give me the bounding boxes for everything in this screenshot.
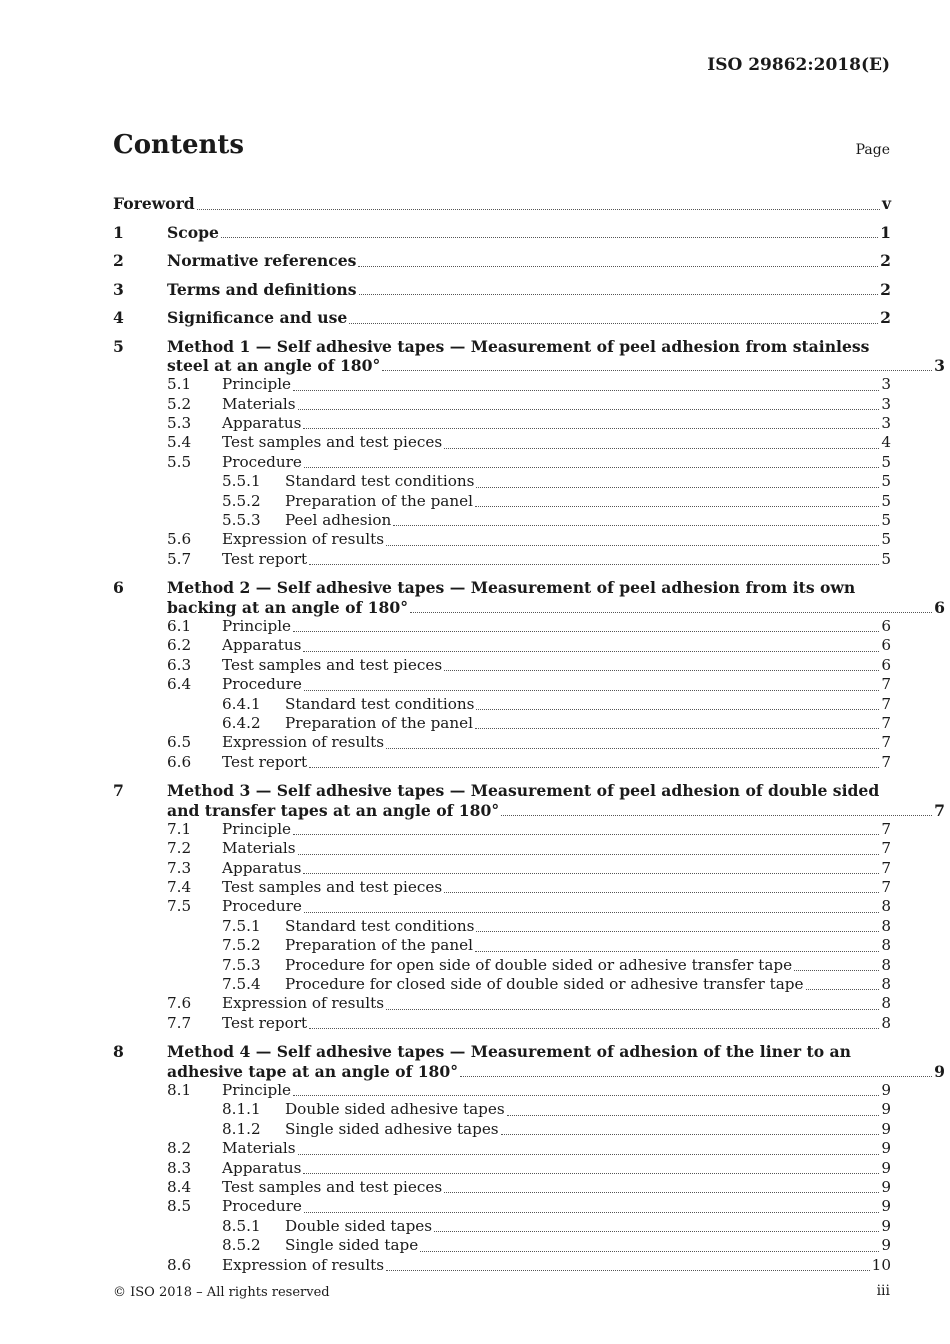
dot-leader bbox=[293, 630, 879, 632]
toc-entry-title: Procedure for open side of double sided or adhesive transfer tape bbox=[285, 955, 793, 974]
dot-leader bbox=[303, 1172, 879, 1174]
toc-entry[interactable] bbox=[113, 956, 891, 975]
toc-entry-title: Double sided adhesive tapes bbox=[285, 1100, 505, 1119]
toc-entry-number: 7.5.4 bbox=[222, 975, 261, 994]
dot-leader bbox=[794, 969, 879, 971]
toc-entry-number: 7.3 bbox=[167, 858, 192, 877]
toc-entry[interactable] bbox=[113, 917, 891, 936]
toc-entry-number: 8.1.2 bbox=[222, 1119, 261, 1138]
toc-entry[interactable] bbox=[113, 492, 891, 511]
dot-leader bbox=[501, 1133, 880, 1135]
toc-entry-page: 2 bbox=[880, 279, 891, 299]
dot-leader bbox=[359, 293, 879, 295]
toc-entry[interactable] bbox=[113, 550, 891, 569]
toc-entry[interactable] bbox=[113, 433, 891, 452]
toc-entry-number: 7 bbox=[113, 781, 124, 801]
toc-entry-title: Standard test conditions bbox=[285, 916, 475, 935]
dot-leader bbox=[434, 1230, 879, 1232]
toc-entry-page: 9 bbox=[881, 1100, 891, 1119]
toc-entry-page: 6 bbox=[881, 636, 891, 655]
toc-entry[interactable] bbox=[113, 336, 945, 376]
toc-entry-number: 2 bbox=[113, 251, 124, 271]
toc-entry-number: 5.5.1 bbox=[222, 472, 261, 491]
dot-leader bbox=[475, 950, 879, 952]
toc-entry-page: 9 bbox=[881, 1139, 891, 1158]
toc-entry[interactable] bbox=[113, 897, 891, 916]
toc-entry-page: 9 bbox=[881, 1158, 891, 1177]
toc-entry[interactable] bbox=[113, 1100, 891, 1119]
toc-entry-page: 7 bbox=[881, 733, 891, 752]
toc-entry[interactable] bbox=[113, 530, 891, 549]
toc-entry-page: 9 bbox=[881, 1197, 891, 1216]
dot-leader bbox=[444, 669, 879, 671]
toc-entry[interactable] bbox=[113, 714, 891, 733]
toc-entry-number: 6.4 bbox=[167, 675, 192, 694]
toc-entry-title: Procedure bbox=[222, 452, 302, 471]
toc-entry-page: 2 bbox=[880, 308, 891, 328]
dot-leader bbox=[304, 466, 879, 468]
toc-entry-title: Foreword bbox=[113, 194, 195, 214]
toc-entry-page: 6 bbox=[881, 616, 891, 635]
toc-entry-title: Terms and definitions bbox=[167, 279, 357, 299]
dot-leader bbox=[304, 1211, 879, 1213]
toc-entry-title: Test report bbox=[222, 752, 308, 771]
dot-leader bbox=[476, 708, 879, 710]
toc-entry-number: 6.1 bbox=[167, 617, 192, 635]
toc-entry-number: 7.1 bbox=[167, 819, 192, 838]
dot-leader bbox=[293, 1094, 879, 1096]
toc-entry-number: 5.5.2 bbox=[222, 491, 261, 510]
toc-entry[interactable] bbox=[113, 1256, 891, 1275]
toc-entry-page: v bbox=[881, 194, 891, 214]
dot-leader bbox=[444, 447, 879, 449]
dot-leader bbox=[303, 650, 879, 652]
toc-entry-page: 3 bbox=[881, 375, 891, 394]
toc-entry[interactable] bbox=[113, 1159, 891, 1178]
toc-entry-title: Scope bbox=[167, 222, 219, 242]
toc-entry-page: 6 bbox=[881, 655, 891, 674]
toc-entry-title: Procedure bbox=[222, 897, 302, 916]
toc-entry-number: 7.5 bbox=[167, 897, 192, 916]
toc-entry-title: Single sided adhesive tapes bbox=[285, 1119, 499, 1138]
toc-entry-title: Materials bbox=[222, 839, 296, 858]
dot-leader bbox=[386, 1269, 870, 1271]
toc-entry-title: Apparatus bbox=[222, 1158, 302, 1177]
toc-entry[interactable] bbox=[113, 185, 891, 214]
toc-entry-page: 3 bbox=[881, 394, 891, 413]
toc-entry-page: 1 bbox=[880, 222, 891, 242]
toc-entry-page: 5 bbox=[881, 530, 891, 549]
toc-entry-title: Principle bbox=[222, 819, 292, 838]
toc-entry-title: backing at an angle of 180° bbox=[167, 597, 409, 617]
toc-entry[interactable] bbox=[113, 511, 891, 530]
toc-entry-title: Materials bbox=[222, 1139, 296, 1158]
toc-entry-title: Test report bbox=[222, 1013, 308, 1032]
toc-entry-number: 7.4 bbox=[167, 878, 192, 897]
toc-entry-title: Apparatus bbox=[222, 636, 302, 655]
toc-entry[interactable] bbox=[113, 214, 891, 243]
toc-entry[interactable] bbox=[113, 733, 891, 752]
dot-leader bbox=[444, 1191, 879, 1193]
toc-entry-title: Expression of results bbox=[222, 1255, 384, 1274]
toc-entry-number: 4 bbox=[113, 308, 124, 328]
standard-identifier: ISO 29862:2018(E) bbox=[707, 55, 890, 75]
toc-entry-title-line: Method 1 — Self adhesive tapes — Measurement of peel adhesion from stainless bbox=[167, 336, 870, 356]
toc-entry-title: Peel adhesion bbox=[285, 511, 392, 530]
dot-leader bbox=[410, 611, 932, 613]
toc-entry-title-line: Method 4 — Self adhesive tapes — Measurement of adhesion of the liner to an bbox=[167, 1042, 852, 1062]
toc-entry-page: 8 bbox=[881, 1013, 891, 1032]
toc-entry-title: Normative references bbox=[167, 251, 357, 271]
toc-entry-number: 8.5 bbox=[167, 1197, 192, 1216]
toc-entry-page: 10 bbox=[871, 1255, 891, 1274]
toc-entry-number: 6 bbox=[113, 578, 124, 598]
toc-entry-page: 7 bbox=[881, 839, 891, 858]
dot-leader bbox=[476, 486, 879, 488]
toc-entry-page: 7 bbox=[881, 878, 891, 897]
toc-entry-title-line: Method 2 — Self adhesive tapes — Measurement of peel adhesion from its own bbox=[167, 578, 856, 598]
dot-leader bbox=[298, 408, 880, 410]
toc-entry-title: Expression of results bbox=[222, 530, 384, 549]
dot-leader bbox=[358, 265, 878, 267]
toc-entry[interactable] bbox=[113, 675, 891, 694]
dot-leader bbox=[444, 891, 879, 893]
toc-entry-title: Apparatus bbox=[222, 858, 302, 877]
toc-entry[interactable] bbox=[113, 839, 891, 858]
dot-leader bbox=[298, 853, 880, 855]
toc-entry-title: Significance and use bbox=[167, 308, 348, 328]
toc-entry-title: Test samples and test pieces bbox=[222, 1177, 443, 1196]
dot-leader bbox=[393, 524, 879, 526]
toc-entry-title: Apparatus bbox=[222, 414, 302, 433]
copyright-notice: © ISO 2018 – All rights reserved bbox=[113, 1285, 330, 1300]
toc-entry-page: 9 bbox=[881, 1081, 891, 1099]
toc-entry[interactable] bbox=[113, 753, 891, 772]
toc-entry-page: 5 bbox=[881, 549, 891, 568]
toc-entry-number: 3 bbox=[113, 279, 124, 299]
toc-entry[interactable] bbox=[113, 453, 891, 472]
dot-leader bbox=[309, 563, 879, 565]
toc-entry-title: Single sided tape bbox=[285, 1236, 419, 1255]
toc-entry-page: 7 bbox=[881, 819, 891, 838]
toc-entry-page: 5 bbox=[881, 491, 891, 510]
toc-entry-page: 8 bbox=[881, 955, 891, 974]
toc-entry-page: 9 bbox=[881, 1216, 891, 1235]
toc-entry[interactable] bbox=[113, 414, 891, 433]
toc-entry[interactable] bbox=[113, 1139, 891, 1158]
toc-entry-page: 7 bbox=[881, 858, 891, 877]
toc-entry-title: Standard test conditions bbox=[285, 694, 475, 713]
toc-entry-number: 8.1.1 bbox=[222, 1100, 261, 1119]
toc-entry-page: 8 bbox=[881, 936, 891, 955]
toc-entry-title: and transfer tapes at an angle of 180° bbox=[167, 800, 500, 820]
toc-entry-number: 8.2 bbox=[167, 1139, 192, 1158]
toc-entry[interactable] bbox=[113, 1120, 891, 1139]
toc-entry-title: Preparation of the panel bbox=[285, 713, 473, 732]
toc-entry-page: 5 bbox=[881, 452, 891, 471]
toc-entry[interactable] bbox=[113, 878, 891, 897]
toc-entry[interactable] bbox=[113, 395, 891, 414]
toc-entry[interactable] bbox=[113, 1178, 891, 1197]
dot-leader bbox=[303, 427, 879, 429]
dot-leader bbox=[475, 727, 879, 729]
toc-entry[interactable] bbox=[113, 1014, 891, 1033]
toc-entry-title: steel at an angle of 180° bbox=[167, 355, 381, 375]
toc-entry-number: 6.6 bbox=[167, 752, 192, 771]
toc-entry-number: 5.6 bbox=[167, 530, 192, 549]
toc-entry[interactable] bbox=[113, 994, 891, 1013]
toc-entry[interactable] bbox=[113, 636, 891, 655]
toc-entry-number: 7.5.2 bbox=[222, 936, 261, 955]
table-of-contents bbox=[113, 185, 945, 1275]
toc-entry[interactable] bbox=[113, 1197, 891, 1216]
toc-entry-title: adhesive tape at an angle of 180° bbox=[167, 1061, 459, 1081]
toc-entry[interactable] bbox=[113, 578, 945, 617]
toc-entry-title: Principle bbox=[222, 616, 292, 635]
toc-entry-page: 6 bbox=[934, 597, 945, 617]
toc-entry[interactable] bbox=[113, 242, 891, 271]
toc-entry-page: 3 bbox=[934, 355, 945, 375]
dot-leader bbox=[806, 988, 880, 990]
toc-entry-title-line: Method 3 — Self adhesive tapes — Measurement of peel adhesion of double sided bbox=[167, 781, 880, 801]
toc-entry[interactable] bbox=[113, 859, 891, 878]
page-number: iii bbox=[876, 1283, 890, 1299]
toc-entry-number: 7.5.1 bbox=[222, 916, 261, 935]
toc-entry-title: Procedure for closed side of double sided or adhesive transfer tape bbox=[285, 975, 804, 994]
dot-leader bbox=[309, 1027, 879, 1029]
toc-entry-page: 8 bbox=[881, 916, 891, 935]
toc-entry[interactable] bbox=[113, 936, 891, 955]
toc-entry-number: 6.3 bbox=[167, 655, 192, 674]
toc-entry-number: 8.6 bbox=[167, 1255, 192, 1274]
toc-entry-title: Procedure bbox=[222, 675, 302, 694]
dot-leader bbox=[382, 369, 932, 371]
toc-entry-page: 9 bbox=[881, 1119, 891, 1138]
toc-entry-page: 7 bbox=[881, 675, 891, 694]
toc-entry-page: 3 bbox=[881, 414, 891, 433]
toc-entry-page: 7 bbox=[934, 800, 945, 820]
dot-leader bbox=[501, 814, 932, 816]
dot-leader bbox=[476, 930, 879, 932]
toc-entry-page: 9 bbox=[881, 1177, 891, 1196]
toc-entry-title: Preparation of the panel bbox=[285, 936, 473, 955]
dot-leader bbox=[349, 322, 878, 324]
dot-leader bbox=[309, 766, 879, 768]
toc-entry-title: Expression of results bbox=[222, 733, 384, 752]
toc-entry-number: 6.4.1 bbox=[222, 694, 261, 713]
toc-entry[interactable] bbox=[113, 1236, 891, 1255]
toc-entry[interactable] bbox=[113, 781, 945, 820]
toc-entry[interactable] bbox=[113, 472, 891, 491]
toc-entry-number: 8.1 bbox=[167, 1081, 192, 1100]
toc-entry-number: 5.7 bbox=[167, 549, 192, 568]
dot-leader bbox=[460, 1075, 932, 1077]
toc-entry-title: Expression of results bbox=[222, 994, 384, 1013]
toc-entry-number: 5.2 bbox=[167, 394, 192, 413]
toc-entry-number: 5.5 bbox=[167, 452, 192, 471]
toc-entry-number: 8.3 bbox=[167, 1158, 192, 1177]
toc-entry-page: 8 bbox=[881, 897, 891, 916]
toc-entry-number: 6.5 bbox=[167, 733, 192, 752]
toc-entry-number: 7.7 bbox=[167, 1013, 192, 1032]
dot-leader bbox=[293, 833, 879, 835]
toc-entry-number: 8.4 bbox=[167, 1177, 192, 1196]
toc-entry-number: 5.3 bbox=[167, 414, 192, 433]
dot-leader bbox=[420, 1250, 879, 1252]
toc-entry-title: Standard test conditions bbox=[285, 472, 475, 491]
toc-entry-number: 6.4.2 bbox=[222, 713, 261, 732]
dot-leader bbox=[197, 208, 880, 210]
dot-leader bbox=[507, 1114, 880, 1116]
toc-entry[interactable] bbox=[113, 820, 891, 839]
toc-entry-title: Test samples and test pieces bbox=[222, 878, 443, 897]
toc-entry-number: 6.2 bbox=[167, 636, 192, 655]
page-column-label: Page bbox=[855, 142, 890, 158]
toc-entry-number: 7.6 bbox=[167, 994, 192, 1013]
toc-entry[interactable] bbox=[113, 1042, 945, 1081]
toc-entry-title: Test samples and test pieces bbox=[222, 655, 443, 674]
toc-entry-page: 9 bbox=[881, 1236, 891, 1255]
dot-leader bbox=[298, 1153, 880, 1155]
toc-entry-page: 9 bbox=[934, 1061, 945, 1081]
toc-entry-number: 8.5.1 bbox=[222, 1216, 261, 1235]
toc-entry[interactable] bbox=[113, 975, 891, 994]
toc-entry-title: Principle bbox=[222, 1081, 292, 1099]
toc-entry-title: Double sided tapes bbox=[285, 1216, 433, 1235]
toc-entry-number: 7.2 bbox=[167, 839, 192, 858]
toc-entry[interactable] bbox=[113, 1081, 891, 1100]
toc-entry[interactable] bbox=[113, 695, 891, 714]
toc-entry-number: 1 bbox=[113, 222, 124, 242]
toc-entry[interactable] bbox=[113, 617, 891, 636]
page-title: Contents bbox=[113, 130, 245, 160]
dot-leader bbox=[386, 544, 879, 546]
toc-entry-title: Preparation of the panel bbox=[285, 491, 473, 510]
toc-entry[interactable] bbox=[113, 375, 891, 394]
dot-leader bbox=[475, 505, 879, 507]
dot-leader bbox=[303, 872, 879, 874]
dot-leader bbox=[386, 1008, 879, 1010]
toc-entry-page: 2 bbox=[880, 251, 891, 271]
toc-entry-number: 7.5.3 bbox=[222, 955, 261, 974]
toc-entry-number: 5 bbox=[113, 336, 124, 356]
toc-entry-title: Procedure bbox=[222, 1197, 302, 1216]
dot-leader bbox=[221, 236, 878, 238]
dot-leader bbox=[386, 747, 879, 749]
toc-entry-page: 8 bbox=[881, 975, 891, 994]
toc-entry-page: 8 bbox=[881, 994, 891, 1013]
toc-entry-title: Materials bbox=[222, 394, 296, 413]
toc-entry-page: 7 bbox=[881, 713, 891, 732]
toc-entry-number: 8.5.2 bbox=[222, 1236, 261, 1255]
toc-entry-page: 5 bbox=[881, 511, 891, 530]
toc-entry[interactable] bbox=[113, 656, 891, 675]
toc-entry-number: 5.1 bbox=[167, 375, 192, 394]
dot-leader bbox=[304, 689, 879, 691]
toc-entry-number: 5.5.3 bbox=[222, 511, 261, 530]
dot-leader bbox=[304, 911, 879, 913]
toc-entry[interactable] bbox=[113, 299, 891, 328]
dot-leader bbox=[293, 389, 879, 391]
toc-entry[interactable] bbox=[113, 271, 891, 300]
toc-entry-number: 5.4 bbox=[167, 433, 192, 452]
toc-entry-title: Principle bbox=[222, 375, 292, 394]
toc-entry-title: Test samples and test pieces bbox=[222, 433, 443, 452]
toc-entry[interactable] bbox=[113, 1217, 891, 1236]
toc-entry-page: 5 bbox=[881, 472, 891, 491]
toc-entry-page: 4 bbox=[881, 433, 891, 452]
toc-entry-title: Test report bbox=[222, 549, 308, 568]
toc-entry-page: 7 bbox=[881, 694, 891, 713]
toc-entry-page: 7 bbox=[881, 752, 891, 771]
toc-entry-number: 8 bbox=[113, 1042, 124, 1062]
